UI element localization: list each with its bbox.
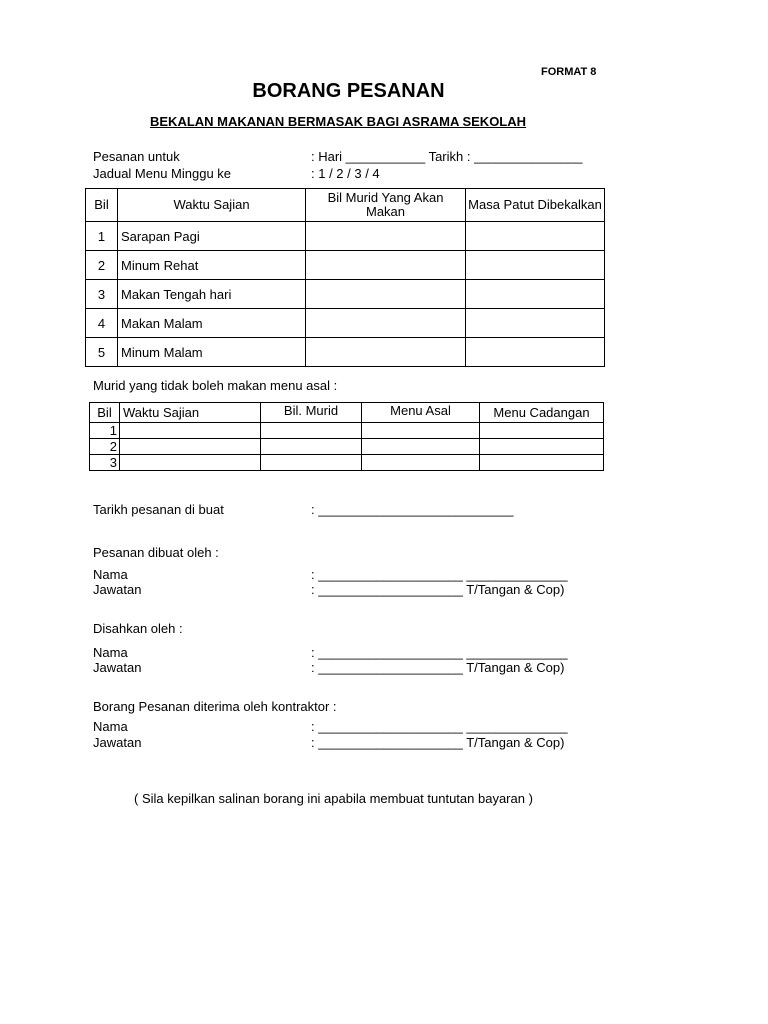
cell[interactable] [362, 455, 480, 471]
form-title: BORANG PESANAN [252, 80, 445, 102]
cell[interactable] [480, 439, 604, 455]
header-waktu-sajian: Waktu Sajian [120, 403, 261, 423]
cell[interactable] [261, 439, 362, 455]
row-waktu: Makan Tengah hari [118, 280, 306, 309]
cell[interactable] [362, 439, 480, 455]
cell[interactable] [120, 439, 261, 455]
row-bil: 4 [86, 309, 118, 338]
row-waktu: Makan Malam [118, 309, 306, 338]
row-bil: 1 [86, 222, 118, 251]
disahkan-nama-field[interactable]: : ____________________ ______________ [311, 645, 568, 660]
cell[interactable] [261, 455, 362, 471]
row-bil: 3 [86, 280, 118, 309]
cell[interactable] [362, 423, 480, 439]
disahkan-heading: Disahkan oleh : [93, 621, 183, 636]
header-menu-asal: Menu Asal [362, 403, 480, 423]
header-masa-patut: Masa Patut Dibekalkan [466, 189, 605, 222]
cell[interactable] [480, 423, 604, 439]
row-bil-murid-cell[interactable] [306, 309, 466, 338]
row-waktu: Minum Malam [118, 338, 306, 367]
disahkan-jawatan-field[interactable]: : ____________________ T/Tangan & Cop) [311, 660, 565, 675]
jadual-menu-value: : 1 / 2 / 3 / 4 [311, 166, 380, 181]
dibuat-jawatan-label: Jawatan [93, 582, 142, 597]
cell[interactable] [120, 455, 261, 471]
header-bil: Bil [90, 403, 120, 423]
row-masa-cell[interactable] [466, 251, 605, 280]
diterima-jawatan-label: Jawatan [93, 735, 142, 750]
special-diet-table [89, 402, 604, 471]
cell[interactable] [480, 455, 604, 471]
row-bil-murid-cell[interactable] [306, 251, 466, 280]
table-row [90, 423, 604, 439]
dibuat-nama-field[interactable]: : ____________________ ______________ [311, 567, 568, 582]
diterima-nama-label: Nama [93, 719, 128, 734]
dibuat-jawatan-field[interactable]: : ____________________ T/Tangan & Cop) [311, 582, 565, 597]
row-bil-murid-cell[interactable] [306, 280, 466, 309]
footer-note: ( Sila kepilkan salinan borang ini apabila membuat tuntutan bayaran ) [134, 791, 533, 806]
row-masa-cell[interactable] [466, 309, 605, 338]
row-bil-murid-cell[interactable] [306, 222, 466, 251]
tarikh-pesanan-label: Tarikh pesanan di buat [93, 502, 224, 517]
header-bil-murid: Bil Murid Yang Akan Makan [306, 189, 466, 222]
header-bil-murid: Bil. Murid [261, 403, 362, 423]
row-bil-murid-cell[interactable] [306, 338, 466, 367]
jadual-menu-label: Jadual Menu Minggu ke [93, 166, 232, 181]
header-waktu-sajian: Waktu Sajian [118, 189, 306, 222]
dibuat-heading: Pesanan dibuat oleh : [93, 545, 219, 560]
meal-order-table [85, 188, 605, 367]
row-waktu: Minum Rehat [118, 251, 306, 280]
form-subtitle: BEKALAN MAKANAN BERMASAK BAGI ASRAMA SEKOLAH [150, 114, 527, 129]
row-masa-cell[interactable] [466, 338, 605, 367]
header-menu-cadangan: Menu Cadangan [480, 403, 604, 423]
table-row [90, 455, 604, 471]
row-bil: 2 [86, 251, 118, 280]
row-bil: 3 [90, 455, 120, 471]
diterima-heading: Borang Pesanan diterima oleh kontraktor : [93, 699, 337, 714]
cell[interactable] [261, 423, 362, 439]
table-header-row [90, 403, 604, 423]
table-row [86, 309, 605, 338]
format-label: FORMAT 8 [541, 66, 597, 78]
table-header-row [86, 189, 605, 222]
tarikh-pesanan-field[interactable]: : ___________________________ [311, 502, 514, 517]
table-row [86, 280, 605, 309]
special-diet-caption: Murid yang tidak boleh makan menu asal : [93, 378, 338, 393]
table-row [90, 439, 604, 455]
cell[interactable] [120, 423, 261, 439]
table-row [86, 222, 605, 251]
table-row [86, 338, 605, 367]
diterima-nama-field[interactable]: : ____________________ ______________ [311, 719, 568, 734]
diterima-jawatan-field[interactable]: : ____________________ T/Tangan & Cop) [311, 735, 565, 750]
row-bil: 5 [86, 338, 118, 367]
row-bil: 1 [90, 423, 120, 439]
disahkan-nama-label: Nama [93, 645, 128, 660]
pesanan-untuk-value: : Hari ___________ Tarikh : _______________ [311, 149, 583, 164]
dibuat-nama-label: Nama [93, 567, 128, 582]
table-row [86, 251, 605, 280]
pesanan-untuk-label: Pesanan untuk [93, 149, 180, 164]
row-masa-cell[interactable] [466, 280, 605, 309]
header-bil: Bil [86, 189, 118, 222]
row-masa-cell[interactable] [466, 222, 605, 251]
row-bil: 2 [90, 439, 120, 455]
disahkan-jawatan-label: Jawatan [93, 660, 142, 675]
row-waktu: Sarapan Pagi [118, 222, 306, 251]
